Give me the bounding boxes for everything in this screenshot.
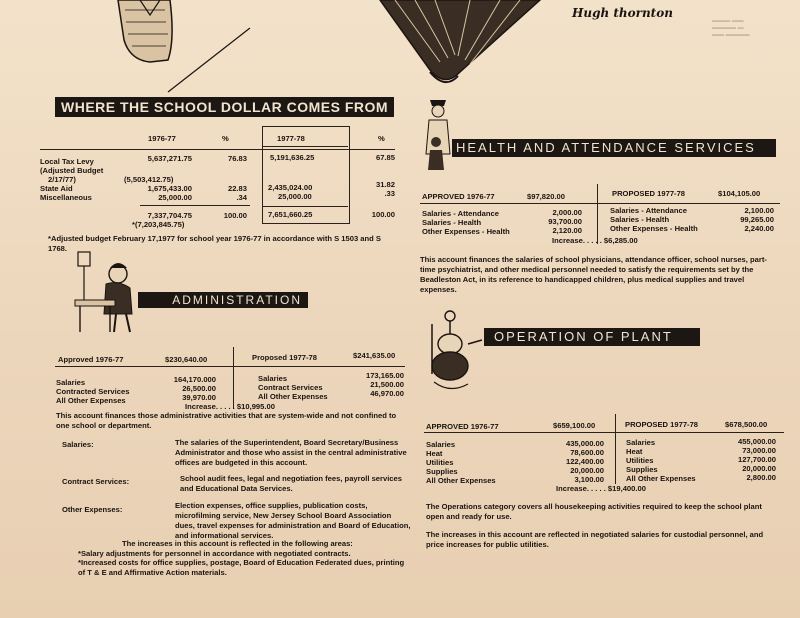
plant-row-proposed: 20,000.00 xyxy=(742,464,776,473)
admin-def-text: The salaries of the Superintendent, Board Secretary/Business Administrator and those who assist in the central administrative offices are budgeted in this account. xyxy=(175,438,407,467)
admin-row-label: Salaries xyxy=(56,378,86,387)
dollar-box-rule-2 xyxy=(262,206,348,207)
admin-row-label: All Other Expenses xyxy=(56,396,126,405)
dollar-total-adjusted: *(7,203,845.75) xyxy=(132,220,185,229)
plant-section-title: OPERATION OF PLANT xyxy=(484,328,700,346)
top-cartoon-illustration xyxy=(0,0,800,100)
dollar-row-label: (Adjusted Budget xyxy=(40,166,104,175)
health-row-label: Salaries - Health xyxy=(422,218,482,227)
plant-row-proposed: 127,700.00 xyxy=(737,455,776,464)
plant-proposed-label: PROPOSED 1977-78 xyxy=(625,420,699,429)
admin-def-term: Other Expenses: xyxy=(62,505,123,514)
dollar-row-p1: 76.83 xyxy=(227,154,247,163)
administrator-desk-cartoon xyxy=(70,244,140,336)
admin-row-plabel: Contract Services xyxy=(258,383,323,392)
dollar-col-1977: 1977-78 xyxy=(277,134,305,143)
dollar-row-v1: 5,637,271.75 xyxy=(147,154,192,163)
plant-row-plabel: Salaries xyxy=(626,438,656,447)
plant-row-approved: 20,000.00 xyxy=(570,466,604,475)
dollar-row-p1: 22.83 xyxy=(227,184,247,193)
plant-row-approved: 3,100.00 xyxy=(574,475,604,484)
dollar-row-label: State Aid xyxy=(40,184,73,193)
plant-row-approved: 435,000.00 xyxy=(565,439,604,448)
admin-increases-heading: The increases in this account is reflected in the following areas: xyxy=(122,539,353,548)
plant-row-proposed: 455,000.00 xyxy=(737,437,776,446)
admin-def-term: Salaries: xyxy=(62,440,94,449)
dollar-row-v2: 25,000.00 xyxy=(278,192,312,201)
health-section-title: HEALTH AND ATTENDANCE SERVICES xyxy=(452,139,776,157)
health-row-approved: 2,000.00 xyxy=(552,208,582,217)
admin-def-text: School audit fees, legal and negotiation fees, payroll services and Educational Data Services. xyxy=(180,474,402,493)
health-row-plabel: Other Expenses - Health xyxy=(610,224,698,233)
health-header-rule xyxy=(420,203,780,204)
dollar-section-title: WHERE THE SCHOOL DOLLAR COMES FROM xyxy=(55,97,394,117)
nurse-and-child-cartoon xyxy=(424,94,456,174)
admin-def-text: Election expenses, office supplies, publication costs, microfilming service, New Jersey School Board Association dues, travel expenses for administration and Board of Education, and informational services. xyxy=(175,501,411,540)
health-row-approved: 2,120.00 xyxy=(552,226,582,235)
plant-row-label: Supplies xyxy=(426,467,458,476)
plant-row-plabel: Supplies xyxy=(626,465,658,474)
admin-def-term: Contract Services: xyxy=(62,477,130,486)
dollar-total-rule xyxy=(140,205,250,206)
plant-approved-total: $659,100.00 xyxy=(553,421,596,430)
admin-row-approved: 26,500.00 xyxy=(182,384,216,393)
dollar-col-pct1: % xyxy=(222,134,229,143)
dollar-total-v1: 7,337,704.75 xyxy=(147,211,192,220)
plant-row-label: Heat xyxy=(426,449,443,458)
plant-row-label: Utilities xyxy=(426,458,454,467)
admin-header-rule xyxy=(55,366,405,367)
admin-row-approved: 39,970.00 xyxy=(182,393,216,402)
dollar-row-label: Local Tax Levy xyxy=(40,157,94,166)
dollar-row-v1: 25,000.00 xyxy=(158,193,192,202)
health-row-proposed: 99,265.00 xyxy=(740,215,774,224)
plant-proposed-total: $678,500.00 xyxy=(725,420,768,429)
admin-row-plabel: Salaries xyxy=(258,374,288,383)
health-description: This account finances the salaries of school physicians, attendance officer, school nurses, part-time psychiatrist, and other medical personnel needed to satisfy the requirements set by the Beadleston Act, in its reference to handicapped children, plus medical supplies and travel expenses. xyxy=(420,255,767,294)
dollar-box-rule-1 xyxy=(262,146,348,147)
admin-row-proposed: 21,500.00 xyxy=(370,380,404,389)
plant-row-label: All Other Expenses xyxy=(426,476,496,485)
plant-approved-label: APPROVED 1976-77 xyxy=(426,422,499,431)
health-proposed-total: $104,105.00 xyxy=(718,189,761,198)
artist-signature: Hugh thornton xyxy=(572,6,673,20)
plant-increase: Increase. . . . . $19,400.00 xyxy=(556,484,646,493)
admin-row-label: Contracted Services xyxy=(56,387,130,396)
dollar-row-v1: (5,503,412.75) xyxy=(124,175,174,184)
dollar-header-rule xyxy=(40,149,395,150)
dollar-col-1976: 1976-77 xyxy=(148,134,176,143)
plant-row-plabel: Utilities xyxy=(626,456,654,465)
plant-header-rule xyxy=(424,432,784,433)
dollar-row-p1: .34 xyxy=(236,193,247,202)
plant-row-proposed: 2,800.00 xyxy=(746,473,776,482)
health-approved-label: APPROVED 1976-77 xyxy=(422,192,495,201)
dollar-row-v2: 5,191,636.25 xyxy=(270,153,315,162)
dollar-row-p2: 67.85 xyxy=(375,153,395,162)
health-row-proposed: 2,240.00 xyxy=(744,224,774,233)
admin-row-proposed: 173,165.00 xyxy=(365,371,404,380)
dollar-total-p2: 100.00 xyxy=(371,210,395,219)
plant-divider xyxy=(615,414,616,484)
health-row-label: Other Expenses - Health xyxy=(422,227,510,236)
admin-divider xyxy=(233,347,234,409)
health-row-plabel: Salaries - Health xyxy=(610,215,670,224)
health-approved-total: $97,820.00 xyxy=(527,192,566,201)
plant-increase-note: The increases in this account are reflected in negotiated salaries for custodial personnel, and price increases for public utilities. xyxy=(426,530,764,549)
plant-row-approved: 78,600.00 xyxy=(570,448,604,457)
admin-intro: This account finances those administrative activities that are system-wide and not confined to one school or department. xyxy=(56,411,397,430)
dollar-row-label: 2/17/77) xyxy=(48,175,76,184)
plant-row-plabel: All Other Expenses xyxy=(626,474,696,483)
dollar-row-p2: 31.82 xyxy=(375,180,395,189)
admin-increase-note: *Salary adjustments for personnel in accordance with negotiated contracts. xyxy=(78,549,351,558)
dollar-col-pct2: % xyxy=(378,134,385,143)
health-row-proposed: 2,100.00 xyxy=(744,206,774,215)
admin-row-proposed: 46,970.00 xyxy=(370,389,404,398)
admin-row-plabel: All Other Expenses xyxy=(258,392,328,401)
admin-row-approved: 164,170.000 xyxy=(173,375,216,384)
furnace-boiler-cartoon xyxy=(426,304,490,396)
plant-row-plabel: Heat xyxy=(626,447,643,456)
dollar-row-p2: .33 xyxy=(384,189,395,198)
plant-row-approved: 122,400.00 xyxy=(565,457,604,466)
admin-increase-note: *Increased costs for office supplies, postage, Board of Education Federated dues, printing of T & E and Affirmative Action materials. xyxy=(78,558,405,577)
admin-approved-total: $230,640.00 xyxy=(165,355,208,364)
dollar-total-v2: 7,651,660.25 xyxy=(268,210,313,219)
health-row-plabel: Salaries - Attendance xyxy=(610,206,687,215)
admin-section-title: ADMINISTRATION xyxy=(138,292,308,308)
dollar-total-p1: 100.00 xyxy=(223,211,247,220)
health-increase: Increase. . . . . $6,285.00 xyxy=(552,236,638,245)
admin-proposed-total: $241,635.00 xyxy=(353,351,396,360)
health-proposed-label: PROPOSED 1977-78 xyxy=(612,189,686,198)
health-row-label: Salaries - Attendance xyxy=(422,209,499,218)
dollar-row-v2: 2,435,024.00 xyxy=(268,183,313,192)
plant-row-label: Salaries xyxy=(426,440,456,449)
plant-row-proposed: 73,000.00 xyxy=(742,446,776,455)
dollar-footnote: *Adjusted budget February 17,1977 for school year 1976-77 in accordance with S 1503 and S 1768. xyxy=(48,234,381,253)
bleed-through-text: ▬▬▬ ▬▬ ▬▬▬▬ ▬ ▬▬ ▬▬▬▬ xyxy=(712,18,750,38)
admin-proposed-label: Proposed 1977-78 xyxy=(252,353,317,362)
plant-description: The Operations category covers all housekeeping activities required to keep the school plant open and ready for use. xyxy=(426,502,762,521)
admin-increase: Increase. . . . . $10,995.00 xyxy=(185,402,275,411)
dollar-row-v1: 1,675,433.00 xyxy=(147,184,192,193)
health-divider xyxy=(597,184,598,244)
admin-approved-label: Approved 1976-77 xyxy=(58,355,124,364)
dollar-row-label: Miscellaneous xyxy=(40,193,92,202)
health-row-approved: 93,700.00 xyxy=(548,217,582,226)
